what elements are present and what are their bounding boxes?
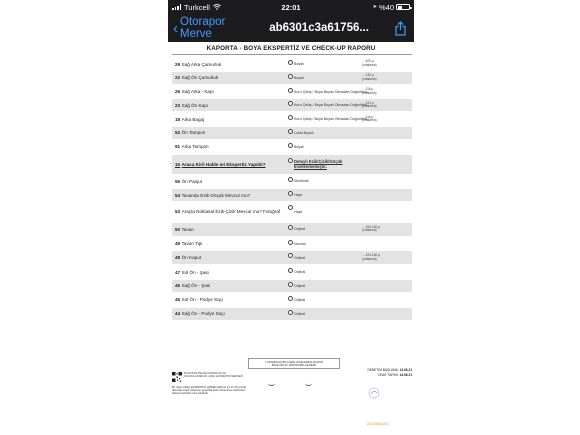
report-title: KAPORTA - BOYA EKSPERTİZ VE CHECK-UP RAPORU xyxy=(206,45,376,52)
status-radio xyxy=(288,225,293,230)
report-row xyxy=(172,86,412,98)
wifi-icon xyxy=(213,4,221,10)
status-radio xyxy=(288,205,293,210)
report-row xyxy=(172,113,412,125)
row-label xyxy=(175,255,201,260)
row-status: Boyalı xyxy=(294,75,304,80)
share-button[interactable] xyxy=(391,19,409,37)
paint-thickness: ... 230 µ (ortalama) xyxy=(362,73,377,81)
battery-percent: %40 xyxy=(378,2,394,12)
row-label xyxy=(175,283,210,288)
row-label xyxy=(175,311,225,316)
row-label xyxy=(175,144,209,149)
row-label-text: Araçta Noktasal Ezik-Çizik Mevcut mu? Fotoğraf xyxy=(181,209,281,215)
report-rows xyxy=(172,58,412,320)
row-status: Boyalı xyxy=(294,144,304,149)
row-label-text: Ön Tampon xyxy=(181,130,206,136)
row-number: 49 xyxy=(175,241,181,247)
row-status: Sinirlimiti xyxy=(294,179,309,184)
report-row xyxy=(172,72,412,84)
row-number: 15 xyxy=(175,161,181,167)
row-number: 23 xyxy=(175,102,181,108)
back-button-label: Otorapor Merve xyxy=(180,16,226,40)
row-status: Orijinal xyxy=(294,297,306,302)
status-radio xyxy=(288,143,293,148)
report-row xyxy=(172,141,412,153)
footer-note-box: YUKARIDAKİ BİLGİLER İNCELENEN ARACIN BAĞLANTILI RAPOR BELGESİDİR xyxy=(248,358,340,369)
report-row xyxy=(172,308,412,320)
paint-thickness: ... 116 µ (ortalama) xyxy=(362,87,377,95)
row-label xyxy=(175,103,208,108)
row-status: Kuru Çekiş / Boya Boyalı Olmadan Doğrultma xyxy=(294,117,367,122)
row-number: 26 xyxy=(175,89,181,95)
end-date-value: 14.06.21 xyxy=(399,373,412,377)
row-label xyxy=(175,130,205,135)
status-bar xyxy=(168,0,414,14)
status-radio xyxy=(288,240,293,245)
row-number: 47 xyxy=(175,269,181,275)
status-time: 22:01 xyxy=(281,2,301,12)
paint-thickness: ... 124 µ (ortalama) xyxy=(362,100,377,109)
report-row xyxy=(172,294,412,306)
row-label xyxy=(175,270,209,275)
row-status: Orijinal xyxy=(294,311,306,316)
paint-thickness: ... 116 µ (ortalama) xyxy=(362,114,377,123)
status-radio xyxy=(288,115,293,120)
row-status: Lokal Boyalı xyxy=(294,130,314,135)
qr-caption: BU RAPOR BELGE NUMARASI İLE DOĞRULANABİLİR. ARAÇ EKSPERTİZ MERKEZİ xyxy=(184,372,243,379)
row-label-text: Arka Tampon xyxy=(181,144,209,150)
row-label xyxy=(175,62,221,67)
status-radio xyxy=(288,310,293,315)
row-label xyxy=(175,75,218,80)
document-title: ab6301c3a61756... xyxy=(269,22,369,34)
row-label-text: Sağ Ön Kapı xyxy=(181,102,208,108)
stamp-icon xyxy=(368,387,380,399)
row-number: 44 xyxy=(175,311,181,317)
share-icon xyxy=(394,21,407,36)
status-radio xyxy=(288,268,293,273)
row-number: 48 xyxy=(175,255,181,261)
row-number: 52 xyxy=(175,130,181,136)
row-status: Boyalı xyxy=(294,62,304,66)
report-row xyxy=(172,99,412,111)
row-status: Orijinal xyxy=(294,270,306,275)
row-label-text: Araca Kiril Halde mi Ekspertiz Yapıldı? xyxy=(181,161,266,167)
paint-thickness: ... 100-160 µ (ortalama) xyxy=(362,253,380,261)
row-label xyxy=(175,209,282,214)
report-row xyxy=(172,238,412,250)
row-number: 50 xyxy=(175,226,181,232)
row-number: 54 xyxy=(175,192,181,198)
row-label xyxy=(175,193,250,198)
signal-strength-icon xyxy=(172,4,181,10)
report-dates xyxy=(362,368,412,378)
row-label-text: Sağ Ön Çamurluk xyxy=(181,75,219,81)
row-status: Hayır xyxy=(294,193,303,198)
row-label xyxy=(175,297,223,302)
row-label xyxy=(175,117,204,122)
signature-area xyxy=(268,381,312,386)
report-footnote: Bu rapor ARAÇ EKSPERTİZ HİZMETLERİ ile 15.10.20 yılında düzenlenmiştir. Raporun geçerlilik tarihi düzenleme tarihinden itibaren belirtilen süre kadardır. xyxy=(172,386,247,396)
status-radio xyxy=(288,101,293,106)
row-label-text: Ön Panjur xyxy=(181,178,203,184)
battery-level xyxy=(398,6,402,9)
status-radio xyxy=(288,282,293,287)
row-status: Hayır xyxy=(294,209,303,214)
report-row xyxy=(172,223,412,236)
end-date-line xyxy=(362,373,412,378)
row-status: Orijinal xyxy=(294,255,306,260)
row-label-text: Tavanda Ezik-Göçük Mevcut mu? xyxy=(181,192,251,198)
row-label-text: Sağ Ön - Podye Saçı xyxy=(181,311,225,317)
row-label-text: Tavan Tipi xyxy=(181,241,203,247)
row-label xyxy=(175,227,194,232)
row-label-text: Sağ Arka Çamurluk xyxy=(181,61,222,67)
row-number: 55 xyxy=(175,178,181,184)
row-label-text: Tavan xyxy=(181,226,194,232)
phone-screen xyxy=(168,0,414,435)
row-label-text: Sol Ön - Şasi xyxy=(181,269,209,275)
status-radio xyxy=(288,177,293,182)
report-row xyxy=(172,189,412,201)
report-row xyxy=(172,155,412,174)
row-label-text: Sol Ön - Podye Saçı xyxy=(181,297,224,303)
row-label-text: Arka Bagaj xyxy=(181,116,205,122)
row-number: 29 xyxy=(175,61,181,67)
row-number: 45 xyxy=(175,297,181,303)
status-right xyxy=(330,3,410,12)
row-status: Kuru Çekiş / Boya Boyalı Olmadan Doğrultma xyxy=(294,103,367,108)
navigation-bar xyxy=(168,14,414,42)
carrier-name: Turkcell xyxy=(184,2,210,12)
report-document[interactable] xyxy=(168,42,414,435)
report-row xyxy=(172,251,412,264)
row-label xyxy=(175,89,214,94)
row-status: Kuru Çekiş / Boya Boyalı Olmadan Doğrultma xyxy=(294,89,367,94)
row-number: 46 xyxy=(175,283,181,289)
report-row xyxy=(172,203,412,221)
status-radio xyxy=(288,88,293,93)
row-status: Orijinal xyxy=(294,227,306,232)
start-date-value: 14.06.21 xyxy=(399,368,412,372)
row-label-text: Ön Kaput xyxy=(181,255,202,261)
end-date-label: ONAY TARİHİ: xyxy=(378,373,399,377)
document-code: AT00084151 xyxy=(367,422,389,426)
row-status: Detaylı Ezik/Çizik/Göçük İncelenmemiştir. xyxy=(294,159,343,170)
row-status: Orijinal xyxy=(294,283,306,288)
row-label xyxy=(175,241,202,246)
status-radio xyxy=(288,158,293,163)
status-radio xyxy=(288,253,293,258)
row-number: 53 xyxy=(175,209,181,215)
report-row xyxy=(172,175,412,187)
report-row xyxy=(172,127,412,139)
row-number: 22 xyxy=(175,75,181,81)
report-row xyxy=(172,266,412,278)
report-row xyxy=(172,280,412,292)
status-radio xyxy=(288,191,293,196)
signature-mark xyxy=(268,381,275,386)
paint-thickness: ... 100-160 µ (ortalama) xyxy=(362,224,380,233)
chevron-left-icon: ‹ xyxy=(173,19,178,37)
status-radio xyxy=(288,74,293,79)
row-number: 18 xyxy=(175,116,181,122)
back-button[interactable] xyxy=(173,16,259,40)
row-label xyxy=(175,179,202,184)
status-left xyxy=(172,3,252,12)
battery-icon xyxy=(396,4,410,10)
report-row xyxy=(172,58,412,70)
row-label xyxy=(175,162,266,167)
paint-thickness: ... 400 µ (ortalama) xyxy=(362,59,377,67)
start-date-label: DENETİM BAŞLAMA: xyxy=(367,368,399,372)
signature-mark xyxy=(305,381,312,386)
title-divider xyxy=(172,54,412,55)
row-label-text: Sağ Arka - Kapı xyxy=(181,89,214,95)
location-arrow-icon: ➤ xyxy=(372,4,377,10)
status-radio xyxy=(288,60,293,65)
status-radio xyxy=(288,129,293,134)
row-status: Normal xyxy=(294,241,306,246)
row-label-text: Sağ Ön - Şasi xyxy=(181,283,211,289)
row-number: 51 xyxy=(175,144,181,150)
qr-code-icon xyxy=(172,372,182,382)
status-radio xyxy=(288,296,293,301)
